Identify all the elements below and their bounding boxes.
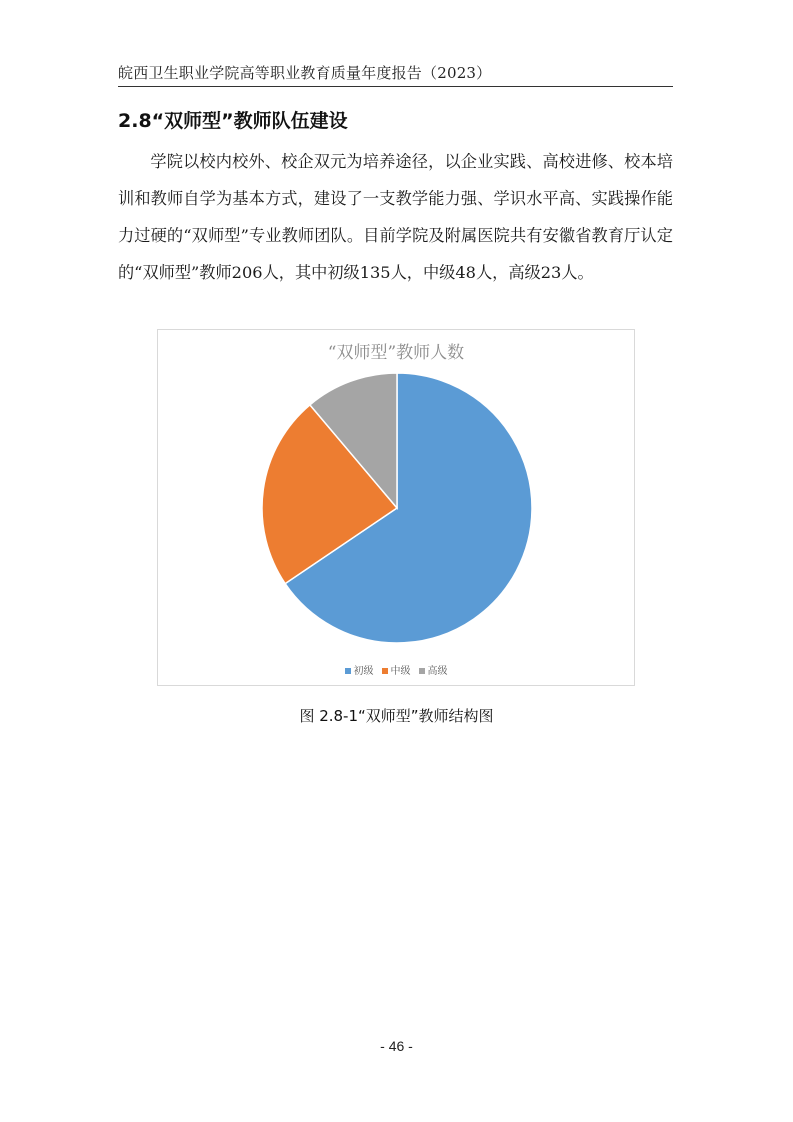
section-title: 2.8“双师型”教师队伍建设	[118, 110, 348, 132]
pie-chart-canvas	[158, 330, 634, 685]
legend-item-2	[382, 662, 411, 677]
legend-label: 中级	[390, 666, 411, 677]
legend-label: 高级	[427, 666, 448, 677]
legend-swatch	[345, 668, 351, 674]
section-paragraph: 学院以校内校外、校企双元为培养途径，以企业实践、高校进修、校本培训和教师自学为基本方式，建设了一支教学能力强、学识水平高、实践操作能力过硬的“双师型”专业教师团队。目前学院及附属医院共有安徽省教育厅认定的“双师型”教师206人，其中初级135人，中级48人，高级23人。	[118, 152, 673, 282]
legend-item-1	[345, 662, 374, 677]
chart-legend	[158, 662, 634, 677]
page-number: - 46 -	[380, 1038, 413, 1054]
header-divider	[118, 86, 673, 87]
legend-item-3	[419, 662, 448, 677]
chart-title: “双师型”教师人数	[327, 343, 465, 363]
pie-chart	[157, 329, 635, 686]
legend-label: 初级	[353, 666, 374, 677]
legend-swatch	[419, 668, 425, 674]
figure-caption: 图 2.8-1“双师型”教师结构图	[299, 707, 494, 725]
running-header: 皖西卫生职业学院高等职业教育质量年度报告（2023）	[118, 64, 492, 82]
legend-swatch	[382, 668, 388, 674]
